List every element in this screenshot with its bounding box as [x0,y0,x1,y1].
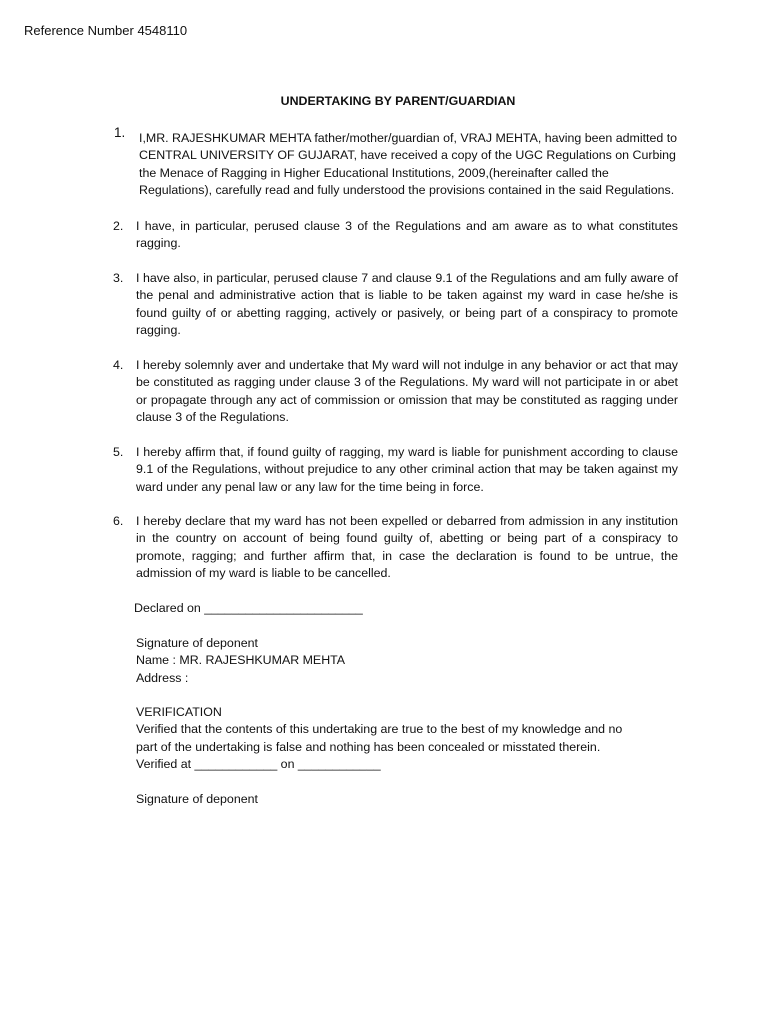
declared-on-line: Declared on _______________________ [134,601,363,615]
verification-line-2: part of the undertaking is false and nothing has been concealed or misstated therein. [136,739,601,754]
item-text: I have also, in particular, perused clause 7 and clause 9.1 of the Regulations and am fully aware of the penal and administrative action that is liable to be taken against my ward in case he/she is found guilty of or abetting ragging, actively or pasively, or being part of a conspiracy to promote ragging. [136,271,678,338]
address-line: Address : [136,670,189,685]
verified-at-line: Verified at ____________ on ____________ [136,757,381,772]
document-title: UNDERTAKING BY PARENT/GUARDIAN [280,94,516,108]
verification-block [136,704,696,774]
item-text: I hereby solemnly aver and undertake that My ward will not indulge in any behavior or act that may be constituted as ragging under clause 3 of the Regulations. My ward will not participate in or abet or propagate through any act of commission or omission that may be constituted as ragging under clause 3 of the Regulations. [136,358,678,425]
verification-line-1: Verified that the contents of this undertaking are true to the best of my knowledge and no [136,722,623,737]
item-number: 4. [113,358,124,372]
final-signature: Signature of deponent [136,792,258,806]
item-number: 5. [113,445,124,459]
item-text: I have, in particular, perused clause 3 of the Regulations and am aware as to what constitutes ragging. [136,219,678,251]
reference-number: Reference Number 4548110 [24,23,188,38]
item-number: 6. [113,514,124,528]
item-text: I,MR. RAJESHKUMAR MEHTA father/mother/guardian of, VRAJ MEHTA, having been admitted to CENTRAL UNIVERSITY OF GUJARAT, have received a copy of the UGC Regulations on Curbing the Menace of Ragging in Higher Educational Institutions, 2009,(hereinafter called the Regulations), carefully read and fully understood the provisions contained in the said Regulations. [139,131,678,198]
item-text: I hereby declare that my ward has not been expelled or debarred from admission in any institution in the country on account of being found guilty of, abetting or being part of a conspiracy to promote, ragging; and further affirm that, in case the declaration is found to be untrue, the admission of my ward is liable to be cancelled. [136,514,678,581]
verification-heading: VERIFICATION [136,705,222,719]
item-number: 3. [113,271,124,285]
item-text: I hereby affirm that, if found guilty of ragging, my ward is liable for punishment according to clause 9.1 of the Regulations, without prejudice to any other criminal action that may be taken against my ward under any penal law or any law for the time being in force. [136,445,678,494]
deponent-block [136,635,696,687]
name-line: Name : MR. RAJESHKUMAR MEHTA [136,653,346,668]
item-number: 2. [113,219,124,233]
signature-label: Signature of deponent [136,636,258,650]
item-number: 1. [114,125,126,140]
